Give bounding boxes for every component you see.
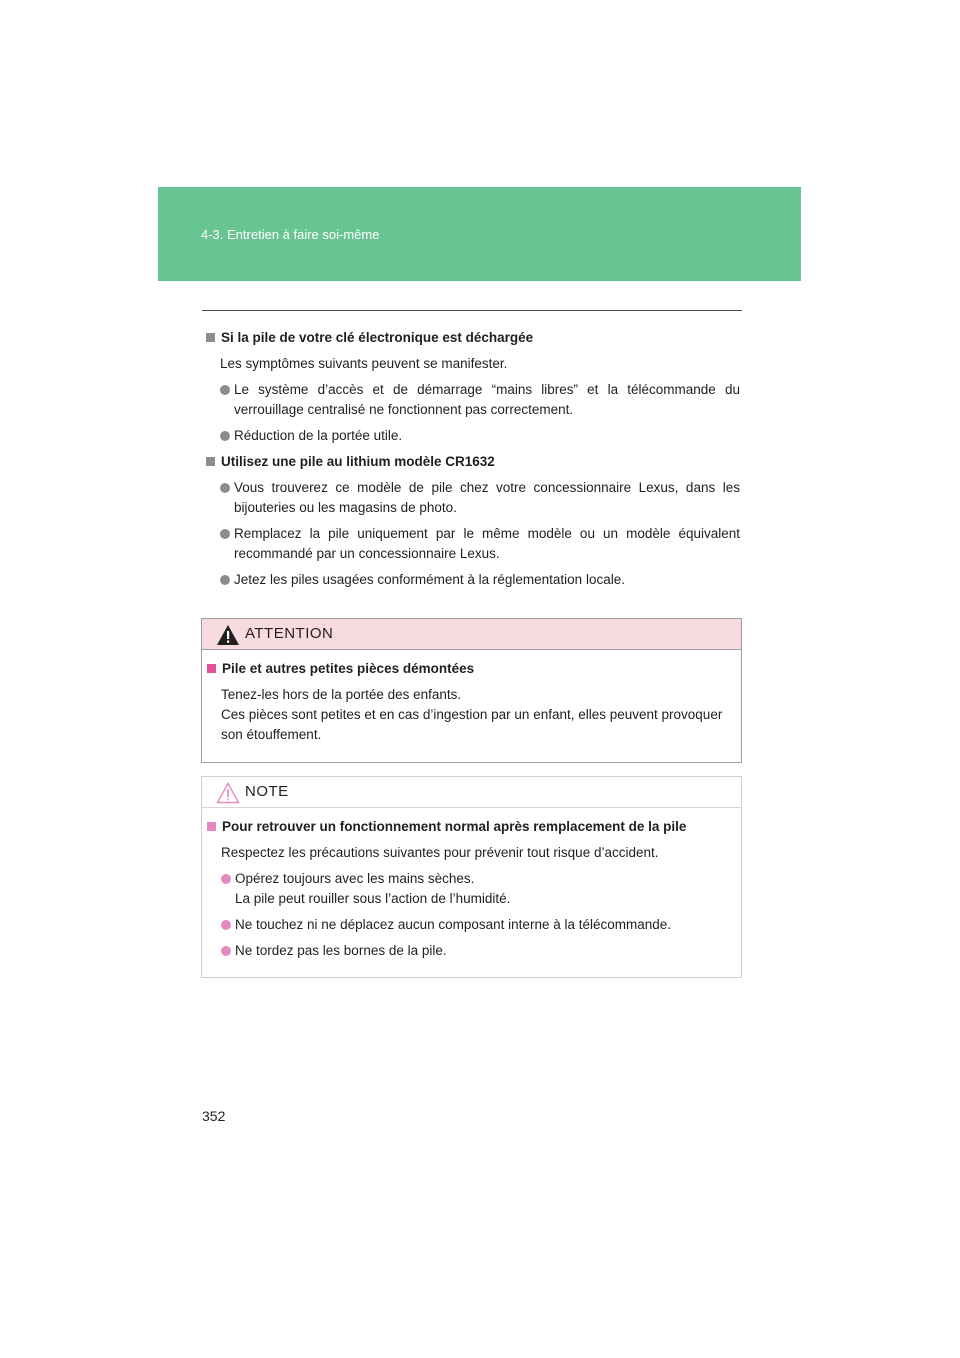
warning-line: Tenez-les hors de la portée des enfants.	[221, 687, 462, 702]
warning-heading: Pile et autres petites pièces démontées	[207, 659, 737, 679]
note-body	[207, 817, 737, 967]
square-bullet-icon	[207, 664, 216, 673]
page-number: 352	[202, 1108, 226, 1124]
note-header	[202, 777, 741, 808]
warning-body	[207, 659, 737, 751]
circle-bullet-icon	[221, 874, 231, 884]
list-item: Jetez les piles usagées conformément à la réglementation locale.	[206, 570, 740, 590]
list-item: Ne touchez ni ne déplacez aucun composant interne à la télécommande.	[207, 915, 737, 935]
circle-bullet-icon	[220, 529, 230, 539]
circle-bullet-icon	[221, 920, 231, 930]
circle-bullet-icon	[220, 385, 230, 395]
warning-box	[201, 618, 742, 763]
circle-bullet-icon	[221, 946, 231, 956]
list-item: Ne tordez pas les bornes de la pile.	[207, 941, 737, 961]
main-content	[206, 328, 740, 596]
caution-triangle-icon	[216, 782, 240, 804]
divider	[202, 310, 742, 311]
section-title: 4-3. Entretien à faire soi-même	[201, 227, 380, 242]
note-box	[201, 776, 742, 978]
warning-header	[202, 619, 741, 650]
circle-bullet-icon	[220, 483, 230, 493]
list-item: Réduction de la portée utile.	[206, 426, 740, 446]
section1-heading: Si la pile de votre clé électronique est déchargée	[206, 328, 740, 348]
section2-heading: Utilisez une pile au lithium modèle CR1632	[206, 452, 740, 472]
circle-bullet-icon	[220, 431, 230, 441]
warning-triangle-icon	[216, 624, 240, 646]
section1-intro: Les symptômes suivants peuvent se manifester.	[220, 356, 508, 371]
list-item: Le système d’accès et de démarrage “mains libres” et la télécommande du verrouillage centralisé ne fonctionnent pas correctement.	[206, 380, 740, 420]
note-heading: Pour retrouver un fonctionnement normal après remplacement de la pile	[207, 817, 737, 837]
list-item: Remplacez la pile uniquement par le même modèle ou un modèle équivalent recommandé par un concessionnaire Lexus.	[206, 524, 740, 564]
circle-bullet-icon	[220, 575, 230, 585]
header-band	[158, 187, 801, 281]
list-item: Vous trouverez ce modèle de pile chez votre concessionnaire Lexus, dans les bijouteries ou les magasins de photo.	[206, 478, 740, 518]
warning-line: Ces pièces sont petites et en cas d’ingestion par un enfant, elles peuvent provoquer son étouffement.	[221, 707, 723, 742]
square-bullet-icon	[206, 333, 215, 342]
square-bullet-icon	[207, 822, 216, 831]
note-intro: Respectez les précautions suivantes pour prévenir tout risque d’accident.	[221, 845, 659, 860]
warning-title: ATTENTION	[245, 625, 334, 642]
note-title: NOTE	[245, 783, 289, 800]
square-bullet-icon	[206, 457, 215, 466]
list-item: Opérez toujours avec les mains sèches. La pile peut rouiller sous l’action de l’humidité.	[207, 869, 737, 909]
